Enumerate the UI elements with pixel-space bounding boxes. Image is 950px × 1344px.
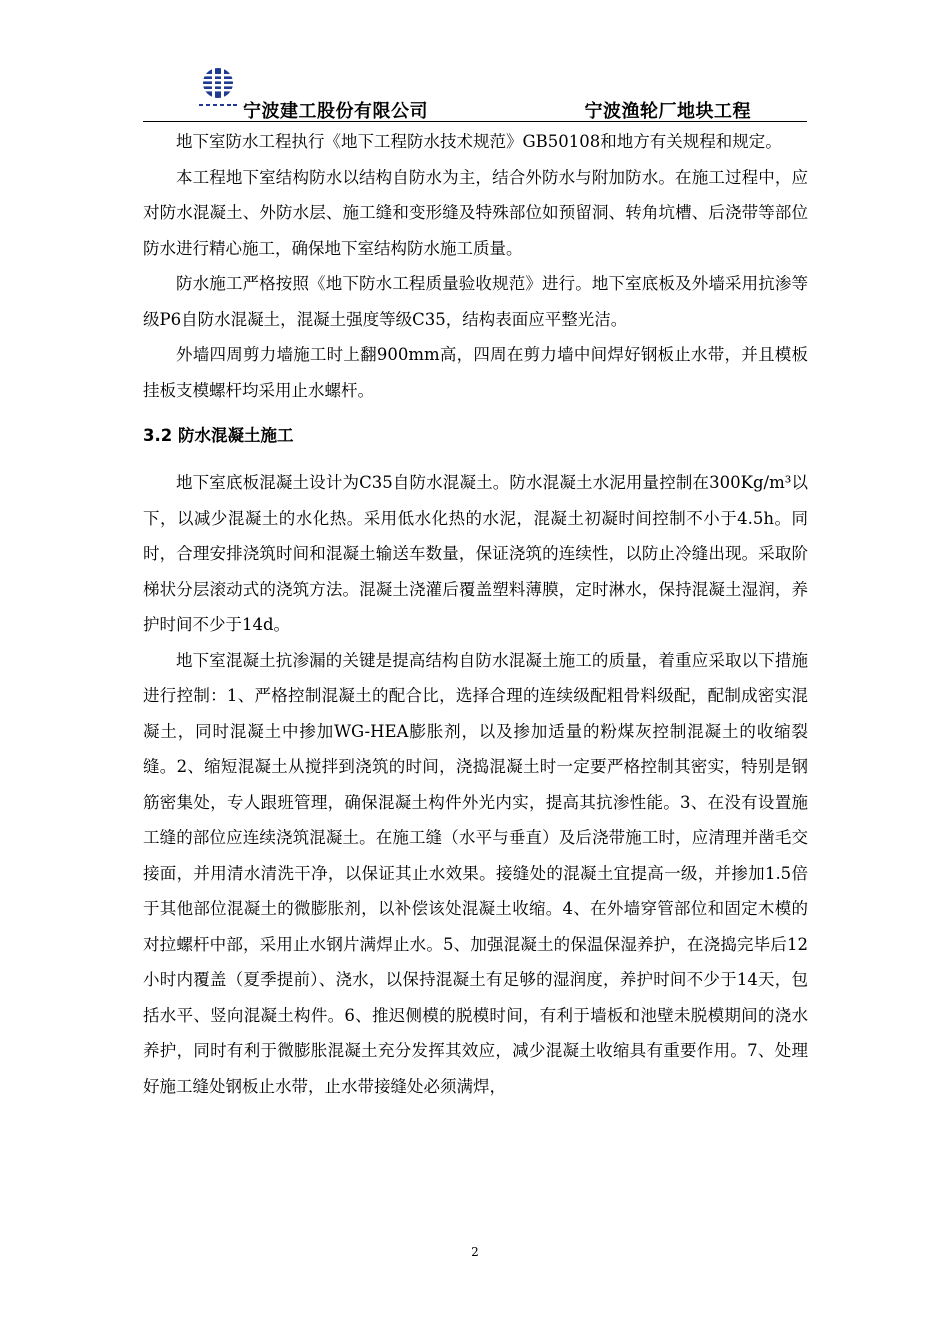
paragraph: 防水施工严格按照《地下防水工程质量验收规范》进行。地下室底板及外墙采用抗渗等级P6自防水混凝土，混凝土强度等级C35，结构表面应平整光洁。 xyxy=(143,274,808,329)
document-body xyxy=(143,124,808,1104)
section-heading: 3.2 防水混凝土施工 xyxy=(143,426,294,445)
paragraph: 地下室底板混凝土设计为C35自防水混凝土。防水混凝土水泥用量控制在300Kg/m³以下，以减少混凝土的水化热。采用低水化热的水泥，混凝土初凝时间控制不小于4.5h。同时，合理安排浇筑时间和混凝土输送车数量，保证浇筑的连续性，以防止冷缝出现。采取阶梯状分层滚动式的浇筑方法。混凝土浇灌后覆盖塑料薄膜，定时淋水，保持混凝土湿润，养护时间不少于14d。 xyxy=(143,473,808,634)
page-number: 2 xyxy=(471,1245,479,1259)
company-name: 宁波建工股份有限公司 xyxy=(243,101,428,122)
paragraph: 本工程地下室结构防水以结构自防水为主，结合外防水与附加防水。在施工过程中，应对防水混凝土、外防水层、施工缝和变形缝及特殊部位如预留洞、转角坑槽、后浇带等部位防水进行精心施工，确保地下室结构防水施工质量。 xyxy=(143,167,808,258)
paragraph: 地下室防水工程执行《地下工程防水技术规范》GB50108和地方有关规程和规定。 xyxy=(176,132,782,151)
paragraph: 地下室混凝土抗渗漏的关键是提高结构自防水混凝土施工的质量，着重应采取以下措施进行控制：1、严格控制混凝土的配合比，选择合理的连续级配粗骨料级配，配制成密实混凝土，同时混凝土中掺加WG-HEA膨胀剂，以及掺加适量的粉煤灰控制混凝土的收缩裂缝。2、缩短混凝土从搅拌到浇筑的时间，浇捣混凝土时一定要严格控制其密实，特别是钢筋密集处，专人跟班管理，确保混凝土构件外光内实，提高其抗渗性能。3、在没有设置施工缝的部位应连续浇筑混凝土。在施工缝（水平与垂直）及后浇带施工时，应清理并凿毛交接面，并用清水清洗干净，以保证其止水效果。接缝处的混凝土宜提高一级，并掺加1.5倍于其他部位混凝土的微膨胀剂，以补偿该处混凝土收缩。4、在外墙穿管部位和固定木模的对拉螺杆中部，采用止水钢片满焊止水。5、加强混凝土的保温保湿养护，在浇捣完毕后12小时内覆盖（夏季提前）、浇水，以保持混凝土有足够的湿润度，养护时间不少于14天，包括水平、竖向混凝土构件。6、推迟侧模的脱模时间，有利于墙板和池壁未脱模期间的浇水养护，同时有利于微膨胀混凝土充分发挥其效应，减少混凝土收缩具有重要作用。7、处理好施工缝处钢板止水带，止水带接缝处必须满焊， xyxy=(143,650,808,1096)
project-name: 宁波渔轮厂地块工程 xyxy=(584,101,751,122)
page-header xyxy=(143,66,807,122)
paragraph: 外墙四周剪力墙施工时上翻900mm高，四周在剪力墙中间焊好钢板止水带，并且模板挂板支模螺杆均采用止水螺杆。 xyxy=(143,345,808,400)
company-logo-icon xyxy=(198,66,238,110)
header-divider xyxy=(143,121,807,122)
